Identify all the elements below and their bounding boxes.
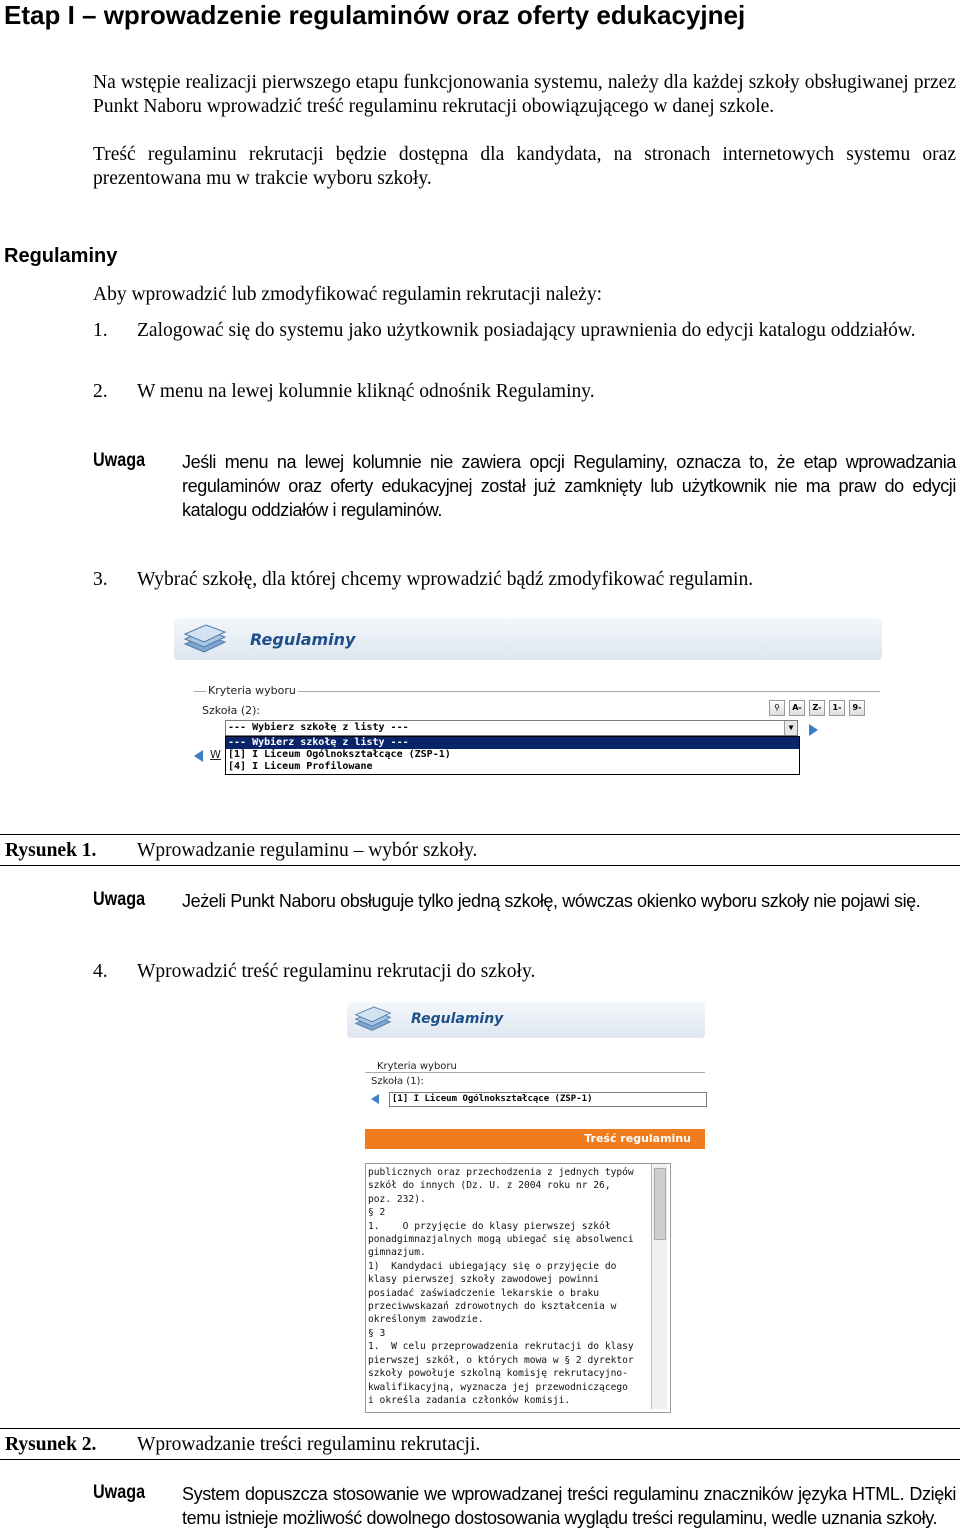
- step-text: Wybrać szkołę, dla której chcemy wprowadzić bądź zmodyfikować regulamin.: [137, 569, 754, 590]
- textarea-line: i określa zadania członków komisji.: [368, 1394, 571, 1406]
- note-text: Jeżeli Punkt Naboru obsługuje tylko jedną szkołę, wówczas okienko wyboru szkoły nie pojawi się.: [182, 891, 921, 911]
- section-title: Regulaminy: [4, 245, 118, 267]
- step-number: 4.: [93, 961, 108, 982]
- chevron-down-icon[interactable]: ▼: [784, 721, 797, 735]
- prev-arrow-icon[interactable]: [194, 750, 203, 762]
- dropdown-option[interactable]: [4] I Liceum Profilowane: [228, 761, 373, 772]
- step-text: W menu na lewej kolumnie kliknąć odnośnik Regulaminy.: [137, 381, 595, 402]
- note-label: Uwaga: [93, 889, 146, 910]
- textarea-line: poz. 232).: [368, 1193, 426, 1205]
- sort-9-button[interactable]: 9-: [849, 700, 865, 716]
- figure-caption-row: [0, 834, 960, 866]
- sort-z-button[interactable]: Z-: [809, 700, 825, 716]
- school-select[interactable]: [389, 1092, 707, 1107]
- textarea-line: określonym zawodzie.: [368, 1314, 484, 1326]
- step-number: 2.: [93, 381, 108, 402]
- next-arrow-icon[interactable]: [809, 724, 818, 736]
- figure-caption: Wprowadzanie treści regulaminu rekrutacji.: [137, 1434, 481, 1455]
- figure-caption: Wprowadzanie regulaminu – wybór szkoły.: [137, 840, 478, 861]
- criteria-legend: Kryteria wyboru: [377, 1061, 457, 1072]
- figure-label: Rysunek 2.: [5, 1434, 97, 1455]
- note-label: Uwaga: [93, 1482, 146, 1503]
- regulaminy-header: [174, 618, 882, 660]
- intro-paragraph-1: Na wstępie realizacji pierwszego etapu funkcjonowania systemu, należy dla każdej szkoły obsługiwanej przez Punkt Naboru wprowadzić treść regulaminu rekrutacji obowiązującego w danej szkole.: [93, 72, 956, 117]
- textarea-line: szkół do innych (Dz. U. z 2004 roku nr 26,: [368, 1180, 611, 1192]
- regulaminy-header: [347, 1002, 705, 1038]
- screenshot-regulation-text: [345, 1000, 707, 1412]
- note-label: Uwaga: [93, 450, 146, 471]
- school-label: Szkoła (1):: [371, 1076, 424, 1087]
- school-select-value: --- Wybierz szkołę z listy ---: [228, 722, 409, 733]
- section-lead: Aby wprowadzić lub zmodyfikować regulamin rekrutacji należy:: [93, 284, 602, 305]
- textarea-line: posiadać zaświadczenie lekarskie o braku: [368, 1287, 600, 1299]
- figure-label: Rysunek 1.: [5, 840, 97, 861]
- regulation-content-bar: [365, 1129, 705, 1149]
- step-text: Wprowadzić treść regulaminu rekrutacji do szkoły.: [137, 961, 536, 982]
- link-fragment[interactable]: W: [210, 748, 221, 761]
- page-title: Etap I – wprowadzenie regulaminów oraz oferty edukacyjnej: [4, 0, 746, 30]
- school-label: Szkoła (2):: [202, 704, 261, 717]
- sort-a-button[interactable]: A-: [789, 700, 805, 716]
- intro-paragraph-2: Treść regulaminu rekrutacji będzie dostępna dla kandydata, na stronach internetowych systemu oraz prezentowana mu w trakcie wyboru szkoły.: [93, 144, 956, 189]
- textarea-line: klasy pierwszej szkoły zawodowej powinni: [368, 1274, 600, 1286]
- step-number: 3.: [93, 569, 108, 590]
- textarea-line: 1. O przyjęcie do klasy pierwszej szkół: [368, 1220, 611, 1232]
- scrollbar-thumb[interactable]: [654, 1168, 666, 1240]
- note-text: System dopuszcza stosowanie we wprowadzanej treści regulaminu znaczników języka HTML. Dzięki temu istnieje możliwość dowolnego dostosowania wyglądu treści regulaminu, wedle uznania szkoły.: [182, 1484, 956, 1528]
- textarea-line: przeciwwskazań zdrowotnych do kształcenia w: [368, 1301, 617, 1313]
- textarea-line: § 2: [368, 1207, 386, 1219]
- school-select-value: [1] I Liceum Ogólnokształcące (ZSP-1): [392, 1094, 593, 1104]
- dropdown-option[interactable]: --- Wybierz szkołę z listy ---: [226, 737, 799, 749]
- textarea-line: 1) Kandydaci ubiegający się o przyjęcie do: [368, 1260, 617, 1272]
- textarea-line: kwalifikacyjną, wyznacza jej przewodniczącego: [368, 1381, 628, 1393]
- step-number: 1.: [93, 320, 108, 341]
- dropdown-option[interactable]: [1] I Liceum Ogólnokształcące (ZSP-1): [228, 749, 451, 760]
- textarea-line: pierwszej szkół, o których mowa w § 2 dyrektor: [368, 1354, 634, 1366]
- regulation-textarea[interactable]: [365, 1163, 671, 1413]
- textarea-line: ponadgimnazjalnych mogą ubiegać się absolwenci: [368, 1234, 634, 1246]
- sort-1-button[interactable]: 1-: [829, 700, 845, 716]
- header-title: Regulaminy: [250, 630, 356, 649]
- note-text: Jeśli menu na lewej kolumnie nie zawiera opcji Regulaminy, oznacza to, że etap wprowadzania regulaminów oraz oferty edukacyjnej został już zamknięty lub użytkownik nie ma praw do edycji katalogu oddziałów i regulaminów.: [182, 452, 956, 520]
- textarea-line: 1. W celu przeprowadzenia rekrutacji do klasy: [368, 1341, 634, 1353]
- figure-caption-row: [0, 1428, 960, 1460]
- header-title: Regulaminy: [411, 1011, 504, 1027]
- textarea-scrollbar[interactable]: [651, 1164, 667, 1409]
- textarea-line: szkoły powołuje szkolną komisję rekrutacyjno-: [368, 1368, 628, 1380]
- textarea-line: gimnazjum.: [368, 1247, 426, 1259]
- textarea-line: § 3: [368, 1327, 386, 1339]
- prev-arrow-icon[interactable]: [371, 1094, 379, 1104]
- search-icon[interactable]: ⚲: [769, 700, 785, 716]
- bar-label: Treść regulaminu: [584, 1132, 691, 1145]
- textarea-line: publicznych oraz przechodzenia z jednych typów: [368, 1167, 634, 1178]
- school-select[interactable]: [225, 720, 798, 736]
- book-stack-icon: [182, 624, 228, 656]
- criteria-legend: Kryteria wyboru: [208, 684, 296, 697]
- book-stack-icon: [353, 1006, 393, 1034]
- screenshot-school-selection: [172, 614, 884, 814]
- step-text: Zalogować się do systemu jako użytkownik posiadający uprawnienia do edycji katalogu oddziałów.: [137, 320, 916, 341]
- school-dropdown-list[interactable]: [225, 736, 800, 775]
